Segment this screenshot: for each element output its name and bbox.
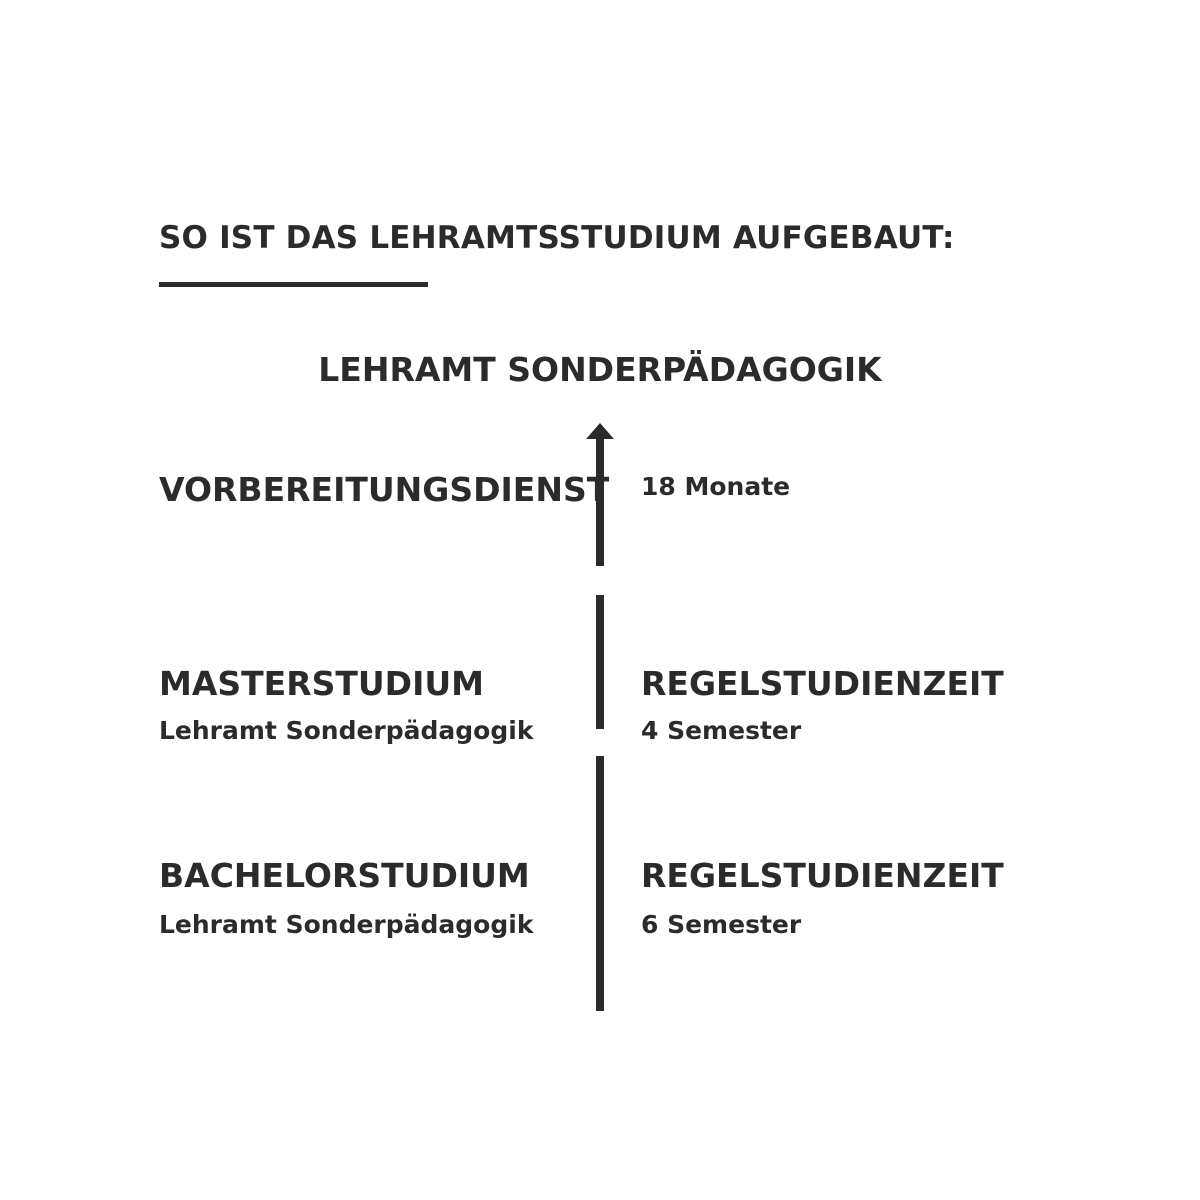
duration-value-referendariat: 18 Monate: [641, 472, 791, 501]
timeline-segment-master: [596, 595, 604, 729]
duration-title-master: REGELSTUDIENZEIT: [641, 664, 1004, 703]
stage-subtitle-master: Lehramt Sonderpädagogik: [159, 716, 534, 745]
duration-title-bachelor: REGELSTUDIENZEIT: [641, 856, 1004, 895]
duration-value-master: 4 Semester: [641, 716, 802, 745]
arrow-up-icon: [586, 423, 614, 439]
stage-title-master: MASTERSTUDIUM: [159, 664, 484, 703]
goal-title: LEHRAMT SONDERPÄDAGOGIK: [318, 350, 882, 389]
stage-title-bachelor: BACHELORSTUDIUM: [159, 856, 530, 895]
timeline-segment-bachelor: [596, 756, 604, 1011]
duration-value-bachelor: 6 Semester: [641, 910, 802, 939]
stage-subtitle-bachelor: Lehramt Sonderpädagogik: [159, 910, 534, 939]
page-heading: SO IST DAS LEHRAMTSSTUDIUM AUFGEBAUT:: [159, 220, 955, 256]
stage-title-referendariat: VORBEREITUNGSDIENST: [159, 470, 610, 509]
